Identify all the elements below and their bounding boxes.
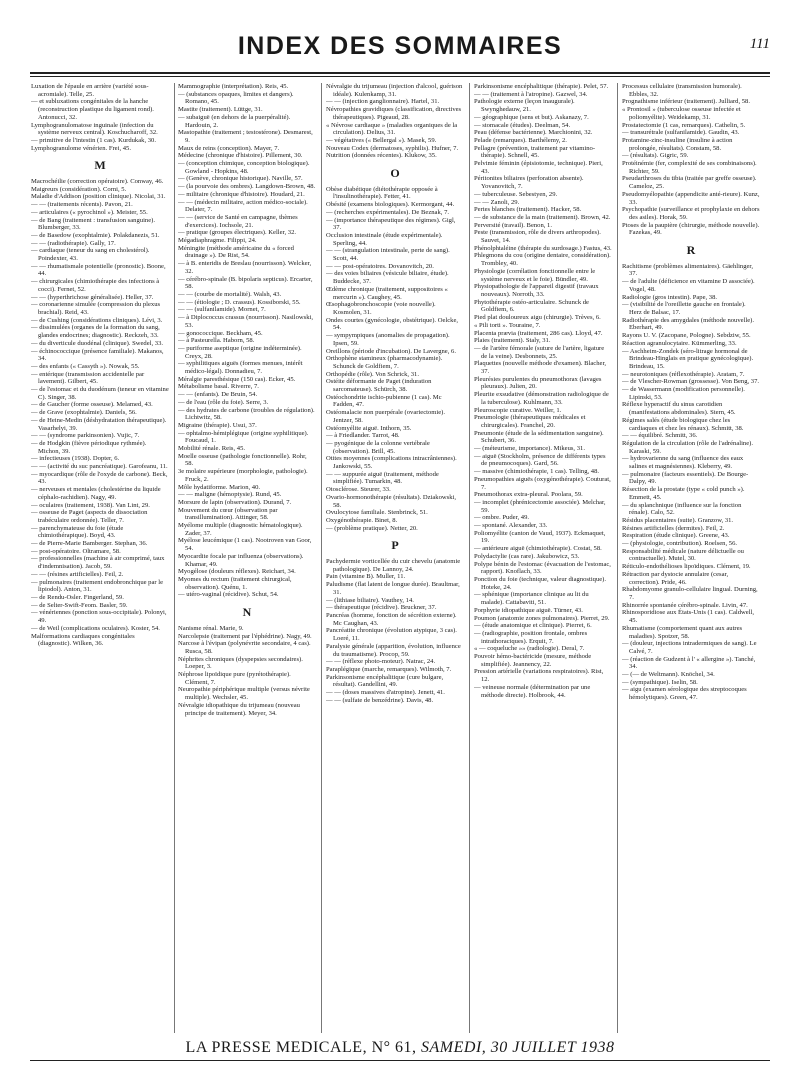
index-entry: — (conception chimique, conception biologique). Gowland - Hopkins, 48. (178, 160, 310, 175)
index-entry: — (résultats). Gigric, 59. (622, 152, 689, 160)
index-entry: Neuropathie périphérique multiple (versus névrite multiple). Wechsler, 45. (178, 686, 310, 702)
index-entry: — dissimulées (organes de la formation du sang, glandes endocrines; diagnostic). Reckzeh, 33. (31, 324, 160, 340)
index-entry: — massive (chimiothérapie, 1 cas). Telling, 48. (474, 468, 600, 476)
index-entry: Paludisme (flat latent de longue durée). Braultmar, 31. (326, 581, 460, 596)
index-entry: Pneumonie (étude de la sédimentation sanguine). Schubert, 36. (474, 429, 604, 445)
index-entry: Phytothérapie ostéo-articulaire. Schunck de Goldfiem, 6. (474, 298, 589, 314)
index-entry: — (sympathique). Iselin, 58. (622, 678, 698, 686)
index-entry: Méningite (méthode américaine du « forced drainage »). De Rist, 54. (178, 244, 294, 260)
index-entry: Pertes blanches (traitement). Hacker, 58. (474, 206, 582, 214)
index-entry: Résection de la prostate (type « cold punch »). Emmett, 45. (622, 486, 745, 501)
index-entry: — professionnelles (machine à air comprimé, taux d'indemnisation). Jacob, 59. (31, 555, 165, 571)
index-entry: Narcose à l'évipan (polynévrite secondaire, 4 cas). Rusca, 58. (178, 640, 311, 655)
index-entry: — et subluxations congénitales de la hanche (reconstruction plastique du ligament rond). Antonucci, 32. (31, 98, 154, 121)
index-entry: Oreillons (période d'incubation). De Lavergne, 6. (326, 347, 456, 355)
index-entry: Pied plat douloureux aigu (chirurgie). Trèves, 6. (474, 314, 601, 322)
index-entry: — (— de Weltmann). Knöchel, 34. (622, 671, 715, 679)
index-entry: Morsure de lapin (observation). Durand, 7. (178, 498, 292, 506)
index-entry: Rhinorrée spontanée cérébro-spinale. Livin, 47. (622, 601, 748, 609)
index-entry: Physiologie (corrélation fonctionnelle entre le système nerveux et le foie). Bündler, 49. (474, 267, 596, 283)
index-entry: « — coqueluche »» (radiologie). Deral, 7. (474, 645, 585, 653)
index-entry: — pulmonaire (facteurs essentiels). De Bourge-Dalpy, 49. (622, 470, 749, 486)
index-entry: — cérébro-spinale (B. bipolaris septicus). Ercarter, 58. (178, 275, 313, 291)
column-divider (617, 83, 618, 1033)
index-entry: — coronarienne simulée (compression du plexus brachial). Reid, 43. (31, 301, 161, 316)
index-entry: — oculaires (traitement, 1938). Van Lint, 29. (31, 501, 150, 509)
index-entry: Lymphogranulomatose inguinale (infection du système nerveux central). Koschucharoff, 32. (31, 121, 158, 137)
index-entry: Migraine (thérapie). Usui, 37. (178, 421, 257, 429)
index-entry: Pneumothorax extra-pleural. Poolara, 59. (474, 491, 583, 499)
index-entry: Péritonites biliaires (perforation absente). Yovanovitch, 7. (474, 175, 584, 191)
index-entry: — (visibilité de l'oreillette gauche en frontale). Herz de Balsac, 17. (622, 301, 746, 316)
index-entry: — du diverticule duodénal (clinique). Swedel, 33. (31, 339, 164, 347)
column-divider (321, 83, 322, 1033)
column-divider (469, 83, 470, 1033)
index-entry: — de Bang (traitement : transfusion sanguine). Blumberger, 33. (31, 216, 155, 232)
index-entry: Orthopédie (rôle). Von Schrick, 31. (326, 370, 419, 378)
index-entry: Réaction agranulocytaire. Kümmerling, 33. (622, 339, 737, 347)
index-entry: — spontané. Alexander, 33. (474, 522, 548, 530)
index-entry: — — maligne (hémoptysie). Rund, 45. (178, 491, 282, 499)
index-entry: Maigreurs (considération). Corni, 5. (31, 185, 127, 193)
index-entry: — — (traitements récents). Pavon, 21. (31, 201, 133, 209)
index-entry: Processus cellulaire (transmission humorale). Ebbles, 32. (622, 83, 742, 98)
index-entry: — (substances opaques, limites et dangers). Romano, 45. (178, 90, 294, 106)
index-entry: Maladie d'Addison (position clinique). Nicolai, 31. (31, 193, 166, 201)
index-entry: Pathologie externe (leçon inaugurale). Swynghedauw, 21. (474, 98, 575, 114)
index-entry: — chirurgicales (chimiothérapie des infections à cocci). Fernet, 52. (31, 278, 160, 293)
index-entry: — de Cushing (considérations cliniques). Lévi, 3. (31, 316, 163, 324)
index-entry: — vénériennes (ponction sous-occipitale). Polonyi, 49. (31, 609, 167, 625)
index-entry: — (recherches expérimentales). De Beznak, 7. (326, 208, 450, 216)
section-letter-heading: P (391, 538, 399, 553)
index-entry: — nerveuses et mentales (cholestérine du liquide céphalo-rachidien). Nagy, 49. (31, 486, 161, 501)
index-entry: Ovulocytose familiale. Stenbrinck, 51. (326, 509, 428, 517)
index-entry: — — post-opératoires. Dovanovitch, 20. (326, 262, 434, 270)
index-entry: — de Vlescher-Rowman (grossesse). Von Beng, 37. (622, 378, 760, 386)
index-entry: Pleurésies purulentes du pneumothorax (lavages pleuraux). Julien, 20. (474, 375, 602, 391)
index-entry: — végétatives (« Bellergal »). Masek, 59. (326, 136, 437, 144)
index-entry: Ptoses de la paupière (chirurgie, méthode nouvelle). Fazekas, 49. (622, 221, 760, 237)
index-entry: Rétraction par dystocie annulaire (cesar, correction). Pride, 46. (622, 570, 729, 586)
index-entry: — veineuse normale (détermination par une méthode directe). Holbrook, 44. (474, 683, 591, 699)
index-entry: Myogélose (douleurs réflexes). Reichart, 34. (178, 568, 296, 576)
index-entry: Pancréas (homme, fonction de sécrétion externe). Mc Caughan, 43. (326, 612, 457, 627)
index-entry: Rhabdomyome granulo-cellulaire lingual. Durning, 7. (622, 586, 758, 601)
index-entry: — subaiguë (en dehors de la puerpéralité). Hardouin, 2. (178, 113, 291, 129)
section-letter-heading: N (242, 605, 252, 620)
index-entry: — — (étiologie ; D. crassus). Kossiborski, 55. (178, 298, 301, 306)
index-entry: Névralgie du trijumeau (injection d'alcool, guérison idéale). Kulenkamp, 31. (326, 83, 463, 98)
index-entry: Plaquettes (nouvelle méthode d'examen). Blacher, 37. (474, 360, 607, 376)
index-entry: — infectieuses (1938). Dopter, 6. (31, 455, 120, 463)
index-entry: — sympympiques (anomalies de propagation). Ipsen, 59. (326, 332, 450, 347)
index-column-1 (31, 83, 169, 1035)
index-entry: Pseudomyélopathie (appendicite anté-rieure). Kunz, 33. (622, 190, 760, 206)
index-entry: Macrochéilie (correction opératoire). Conway, 46. (31, 178, 164, 186)
index-entry: Métabolisme basal. Riverre, 7. (178, 383, 259, 391)
index-entry: 3e molaire supérieure (morphologie, pathologie). Fruck, 2. (178, 468, 308, 483)
index-entry: — — suppurée aiguë (traitement, méthode simplifiée). Tumarkin, 48. (326, 470, 439, 486)
index-entry: Radiologie (gros intestin). Pape, 38. (622, 293, 718, 301)
index-entry: — — rhumatismale potentielle (pronostic). Boone, 44. (31, 262, 166, 278)
index-entry: — (physiologie, contribution). Roelsen, 56. (622, 540, 738, 548)
index-entry: Mouvement du cœur (observation par transillumination). Attinger, 58. (178, 506, 278, 522)
index-entry: — antérieure aiguë (chimiothérapie). Costat, 58. (474, 545, 602, 553)
index-entry: Ondes courtes (gynécologie, obstétrique). Oelcke, 54. (326, 316, 459, 332)
section-letter-heading: M (94, 158, 106, 173)
index-entry: — (lithiase biliaire). Vauthey, 14. (326, 596, 414, 604)
index-entry: Rhinosporidiose aux États-Unis (1 cas). Caldwell, 45. (622, 609, 755, 625)
index-entry: — — (enfants). De Bruin, 54. (178, 391, 258, 399)
index-entry: Pseudarthroses du tibia (traitée par greffe osseuse). Cameloz, 25. (622, 175, 757, 191)
index-entry: — échinococcique (présence familiale). Makanos, 34. (31, 347, 164, 363)
index-entry: — (douleur, injections intradermiques de sang). Le Calvé, 7. (622, 640, 757, 655)
index-entry: — des hydrates de carbone (troubles de régulation). Lichtwitz, 58. (178, 406, 315, 422)
page-footer (30, 1039, 770, 1057)
index-entry: — entérique (transmission accidentelle par lavement). Gilbert, 45. (31, 370, 145, 386)
index-entry: Pneumologie (thérapeutiques médicales et chirurgicales). Franchel, 20. (474, 414, 586, 429)
index-entry: — (la pourvoie des ombres). Langdown-Brown, 48. (178, 183, 316, 191)
index-entry: Pelvimie féminin (épisiotomie, technique). Pieri, 43. (474, 160, 603, 175)
index-entry: Pain (vitamine B). Muller, 11. (326, 573, 406, 581)
index-entry: — (radiographie, position frontale, ombres intrathoraciques). Erquit, 7. (474, 629, 588, 645)
index-entry: — à B. enteridis de Breslau (nourrisson). Welcker, 32. (178, 260, 312, 275)
index-entry: Moelle osseuse (pathologie fonctionnelle). Rohr, 58. (178, 452, 307, 468)
index-entry: Parkinsonisme encéphalitique (cure bulgare, résultat). Gandellini, 49. (326, 673, 444, 689)
index-entry: Réflexe hyperactif du sinus carotidien (manifestations abdominales). Stern, 45. (622, 401, 736, 417)
index-entry: — tuberculeuse. Sebestyen, 29. (474, 190, 558, 198)
index-entry: Physiopathologie de l'appareil digestif (travaux nouveaux). Norroth, 33. (474, 283, 599, 298)
index-entry: Orthophène stamineux (pharmacodynamie). Schunck de Goldfiem, 7. (326, 355, 443, 370)
index-entry: — myocardique (rôle de l'oxyde de carbone). Beck, 43. (31, 470, 168, 486)
header-rule (30, 72, 770, 74)
index-entry: Néphrites chroniques (dyspepsies secondaires). Loeper, 3. (178, 655, 303, 671)
index-entry: Névralgie idiopathique du trijumeau (nouveau principe de traitement). Meyer, 34. (178, 701, 300, 717)
index-entry: — pyogénique de la colonne vertébrale (observation). Brill, 45. (326, 439, 430, 455)
index-entry: — de l'eau (rôle du foie). Serre, 3. (178, 398, 269, 406)
index-entry: — syphilitiques aiguës (formes menues, intérêt médico-légal). Donnadieu, 7. (178, 360, 303, 376)
index-entry: — post-opératoire. Oltramare, 58. (31, 547, 121, 555)
index-entry: — à Diplococcus crassus (nourrisson). Nasilowski, 53. (178, 314, 313, 329)
index-entry: — ombre. Puder, 49. (474, 514, 530, 522)
index-entry: — de l'estomac et du duodénum (teneur en vitamine C). Singer, 38. (31, 386, 169, 401)
index-entry: — (réaction de Gudzent à l' « allergine »). Tanché, 34. (622, 655, 756, 671)
index-entry: Polydactylie (cas rare). Jakubowicz, 53. (474, 552, 580, 560)
index-entry: Régimes salés (étude biologique chez les cardiaques et chez les rénaux). Schmitt, 38. (622, 416, 744, 432)
index-entry: — de Basedow (exophtalmie). Polakdanezis, 51. (31, 231, 160, 239)
index-entry: — de Wassermann (modification personnelle). Lipinski, 53. (622, 386, 745, 401)
index-entry: Rachitisme (problèmes alimentaires). Gäehlinger, 37. (622, 262, 754, 278)
index-entry: Responsabilité médicale (nature délictuelle ou contractuelle). Mutel, 30. (622, 547, 744, 563)
index-column-3 (326, 83, 464, 1035)
index-entry: Lymphogranulome vénérien. Frei, 45. (31, 144, 131, 152)
index-entry: Ostéochondrite ischio-pubienne (1 cas). Mc Fadden, 47. (326, 393, 442, 409)
index-entry: — à Pasteurella. Haborn, 58. (178, 337, 255, 345)
index-entry: — — (sulfate de benzédrine). Davis, 48. (326, 696, 434, 704)
index-entry: Porphyrie idiopathique aiguë. Türner, 43. (474, 606, 583, 614)
index-entry: — — (médecin militaire, action médico-sociale). Delater, 7. (178, 198, 308, 214)
index-entry: Pneumopathies aiguës (oxygénothérapie). Couturat, 7. (474, 475, 611, 491)
index-entry: Pleurite exsudative (démonstration radiologique de la tuberculose). Kuhlmann, 33. (474, 391, 609, 406)
index-entry: Poliomyélite (canton de Vaud, 1937). Eckmaquet, 19. (474, 529, 606, 545)
index-entry: Oxygénothérapie. Binet, 8. (326, 516, 398, 524)
index-entry: Prostatectomie (1 cas, remarques). Cathelin, 5. (622, 121, 746, 129)
index-entry: Pelade (remarques). Barthélemy, 2. (474, 136, 567, 144)
index-entry: — ophtalmo-hémiplégique (origine syphilitique). Foucaud, 1. (178, 429, 309, 445)
index-entry: — utéro-vaginal (récidive). Schut, 54. (178, 591, 279, 599)
index-entry: — incomplet (phrénicectomie associée). Melchar, 59. (474, 498, 606, 514)
page-header (30, 30, 770, 70)
index-entry: — cardiaque (teneur du sang en cholestérol). Poindexter, 43. (31, 247, 150, 263)
index-entry: — — (activité du suc pancréatique). Garofeanu, 11. (31, 463, 168, 471)
index-entry: — — (service de Santé en campagne, thèmes d'exercices). Iochsole, 21. (178, 213, 298, 229)
index-entry: — gonococcique. Beckham, 45. (178, 329, 263, 337)
index-entry: — Aschheim-Zondek (séro-litrage hormonal de Brindeau-Hinglais en pratique gynécologique). Brindeau, 15. (622, 347, 754, 370)
index-entry: — de Selter-Swift-Feom. Basler, 59. (31, 601, 128, 609)
index-entry: Phlegmons du cou (origine dentaire, considération). Trombley, 40. (474, 252, 611, 268)
index-entry: — — (syndrome parkinsonien). Vujic, 7. (31, 432, 140, 440)
index-entry: Protamine-zinc-insuline (insuline à action prolongée, résultats). Constam, 58. (622, 136, 733, 152)
index-entry: Névropathies gravidiques (classification, directives thérapeutiques). Pigeaud, 28. (326, 106, 462, 121)
index-column-5 (622, 83, 760, 1035)
index-entry: Mégadiaphragme. Filippi, 24. (178, 237, 257, 245)
index-entry: Réticulo-endothélioses lipoïdiques. Clément, 19. (622, 563, 751, 571)
index-entry: Pancréatite chronique (évolution atypique, 3 cas). Loeré, 11. (326, 627, 457, 643)
index-entry: — aiguë (Stockholm, présence de différents types de pneumocoques). Gard, 56. (474, 452, 606, 468)
index-column-2 (178, 83, 316, 1035)
index-entry: Pleuroscopie curative. Weiller, 1. (474, 406, 562, 414)
index-entry: Narcolepsie (traitement par l'éphédrine). Nagy, 49. (178, 632, 312, 640)
index-entry: Phénolphtaléine (thérapie du surdosage.) Fastus, 43. (474, 244, 612, 252)
index-entry: — de Hodgkin (fièvre périodique rythmée). Michon, 39. (31, 439, 147, 455)
index-entry: Paralysie générale (apparition, évolution, influence du traumatisme). Procop, 59. (326, 642, 461, 658)
index-entry: Malformations cardiaques congénitales (diagnostic). Wilken, 36. (31, 632, 135, 648)
index-column-4 (474, 83, 612, 1035)
index-entry: — géographique (sens et but). Askanazy, 7. (474, 113, 589, 121)
index-entry: — osseuse de Paget (aspects de dissociation trabéculaire ordonnée). Teller, 7. (31, 509, 148, 524)
index-entry: — — équilibré. Schmitt, 36. (622, 432, 698, 440)
index-entry: Obèse diabétique (diétothérapie opposée à l'insulinothérapie). Fetter, 41. (326, 185, 438, 201)
index-entry: — parenchymateuse du foie (étude chimiothérapique). Boyd, 43. (31, 524, 124, 540)
index-entry: — (Genève, chronique historique). Naville, 57. (178, 175, 303, 183)
index-entry: — sphénique (importance clinique au lit du malade). Cattabaviti, 51. (474, 591, 589, 607)
index-entry: Môle hydatiforme. Marion, 40. (178, 483, 261, 491)
index-entry: Ponction du foie (technique, valeur diagnostique). Hoteke, 24. (474, 576, 607, 591)
page-title: INDEX DES SOMMAIRES (237, 32, 563, 60)
index-entry: — pratique (groupes électriques). Keller, 32. (178, 229, 297, 237)
index-entry: Poumon (anatomie zones pulmonaires). Pierret, 29. (474, 614, 610, 622)
index-entry: Nutrition (données récentes). Klukow, 35. (326, 152, 437, 160)
footer-rule (30, 1060, 770, 1061)
index-entry: — primitive de l'intestin (1 cas). Kurdukak, 30. (31, 136, 156, 144)
index-entry: — — (résines artificielles). Feil, 2. (31, 570, 124, 578)
index-entry: — de Rendu-Osler. Fingerland, 59. (31, 594, 124, 601)
index-entry: Placenta prævia (traitement, 286 cas). Lloyd, 47. (474, 329, 603, 337)
index-entry: — — (réflexe photo-moteur). Natrac, 24. (326, 658, 436, 666)
index-entry: « Prontosil » (tuberculose osseuse infectée et poliomyélite). Weidekamp, 31. (622, 106, 741, 121)
index-entry: Mammographie (interprétation). Reis, 45. (178, 83, 289, 90)
index-entry: Otites moyennes (complications intracrâniennes). Jankowski, 55. (326, 455, 457, 471)
index-entry: Polype bénin de l'estomac (évacuation de l'estomac, rapport). Knoflach, 33. (474, 560, 611, 576)
index-entry: — — (courbe de mortalité). Walsh, 43. (178, 290, 282, 298)
index-entry: — de Heine-Medin (déshydratation thérapeutique). Vasarhelyi, 39. (31, 416, 167, 432)
page-number: 111 (749, 36, 770, 52)
index-entry: Occlusion intestinale (étude expérimentale). Sperling, 44. (326, 231, 443, 247)
index-entry: — militaire (chronique d'histoire). Houdard, 21. (178, 190, 305, 198)
index-entry: — pulmonaires (traitement endobronchique par le lipiodol). Anton, 31. (31, 578, 164, 594)
index-entry: Myocardite focale par influenza (observations). Khamar, 49. (178, 552, 304, 568)
index-entry: — articulaires (« pyrochinol »). Meister, 55. (31, 208, 148, 216)
index-entry: Mobilité rénale. Reis, 45. (178, 445, 246, 453)
index-entry: Néphrose lipoïdique pure (pyrétothérapie). Clément, 7. (178, 671, 291, 686)
index-entry: Mastite (traitement). Lüttge, 31. (178, 106, 263, 114)
index-entry: — (méteurisme, importance). Mikeus, 31. (474, 445, 585, 453)
index-entry: Psychopathie (surveillance et prophylaxie en dehors des asiles). Horak, 59. (622, 206, 760, 221)
index-entry: — — (radiothérapie). Gally, 17. (31, 239, 116, 247)
index-entry: Rhumatisme (comportement quant aux autres maladies). Spotzer, 58. (622, 624, 743, 640)
index-entry: — de substance de la main (traitement). Brown, 42. (474, 213, 611, 221)
index-entry: — de Grave (exophtalmie). Daniels, 56. (31, 409, 137, 417)
index-entry: — aigu (examen sérologique des streptocoques hémolytiques). Green, 47. (622, 686, 747, 702)
index-entry: Plaies (traitement). Staly, 31. (474, 337, 551, 345)
index-entry: Œdème chronique (traitement, suppositoires « mercurin »). Caughey, 45. (326, 285, 448, 301)
index-entry: — — (sulfanilamide). Mornet, 7. (178, 306, 266, 314)
index-entry: Médecine (chronique d'histoire). Pillement, 30. (178, 152, 303, 160)
index-entry: Ovario-hormonothérapie (résultats). Dziakowski, 58. (326, 493, 457, 509)
index-entry: Résines artificielles (dermites). Feil, 2. (622, 524, 725, 532)
index-entry: — des voies biliaires (vésicule biliaire, étude). Buddecke, 37. (326, 270, 449, 286)
index-entry: Luxation de l'épaule en arrière (variété sous-acromiale). Telle, 25. (31, 83, 149, 98)
footer-journal: LA PRESSE MEDICALE, N° 61, (185, 1039, 417, 1056)
index-entry: — hydrovarienne du sang (influence des eaux salines et magnésiennes). Kleberry, 49. (622, 455, 744, 471)
index-entry: — — Zanoli, 29. (474, 198, 520, 206)
index-entry: — du splanchnique (influence sur la fonction rénale). Calo, 52. (622, 501, 742, 517)
index-entry: — de l'artère fémorale (suture de l'artère, ligature de la veine). Desbonnets, 25. (474, 344, 605, 360)
index-entry: — à Friedlander. Tarrot, 48. (326, 432, 400, 440)
index-entry: Myélome multiple (diagnostic hématologique). Zader, 37. (178, 522, 303, 537)
index-entry: Perversité (travail). Benon, 1. (474, 221, 553, 229)
index-entry: — de Weil (complications oculaires). Koster, 54. (31, 624, 160, 632)
index-entry: Peau (défense bactérienne). Marchionini, 32. (474, 129, 593, 137)
index-entry: — transurétrale (sulfanilamide). Gaudin, 43. (622, 129, 740, 137)
index-entry: Myélose leucémique (1 cas). Nootroven van Goor, 54. (178, 537, 312, 553)
index-entry: — (problème pratique). Netter, 20. (326, 524, 418, 532)
index-entry: Résidus placentaires (suite). Granzow, 31. (622, 516, 734, 524)
index-entry: — puriforme aseptique (origine indéterminée). Creyx, 28. (178, 344, 302, 360)
index-entry: — — (traitement à l'atropine). Gazwel, 34. (474, 90, 588, 98)
index-entry: Myomes du rectum (traitement chirurgical, observation). Quénu, 1. (178, 576, 292, 591)
index-entry: « Pili torti ». Touraine, 7. (474, 321, 541, 329)
index-entry: — — (hyperthrichose généralisée). Heller, 37. (31, 293, 154, 301)
header-rule-thin (30, 76, 770, 77)
index-entry: — de Pierre-Marie Bamberger. Stephan, 36. (31, 540, 148, 548)
index-entry: — stomacale (études). Deelman, 54. (474, 121, 571, 129)
index-entry: — des enfants (« Cassyth »). Nowak, 55. (31, 362, 140, 370)
index-entry: Mastopathie (traitement ; testostérone). Desmarest, 9. (178, 129, 313, 144)
index-entry: Obésité (examens biologiques). Kermorgant, 44. (326, 201, 455, 209)
index-entry: — neurotoniques (réflexothérapie). Aratam, 7. (622, 370, 745, 378)
index-entry: — — (strangulation intestinale, perte de sang). Scott, 44. (326, 247, 450, 263)
index-entry: — (importance thérapeutique des régimes). Gigl, 37. (326, 216, 456, 232)
footer-date: SAMEDI, 30 JUILLET 1938 (421, 1039, 615, 1056)
index-entry: Ostéite déformante de Paget (induration sarcomateuse). Schürch, 38. (326, 378, 432, 394)
index-entry: — — (injection ganglionnaire). Hartel, 31. (326, 98, 440, 106)
index-entry: Régulation de la circulation (rôle de l'adrénaline). Karaski, 59. (622, 439, 753, 455)
index-entry: Protéinémie (fer, complexité de ses combinaisons). Richter, 59. (622, 160, 757, 175)
index-entry: Prognathisme inférieur (traitement). Julliard, 58. (622, 98, 750, 106)
index-entry: Parkinsonisme encéphalitique (thérapie). Pelet, 57. (474, 83, 609, 90)
index-entry: — — (doses massives d'atropine). Jenett, 41. (326, 689, 445, 697)
column-divider (174, 83, 175, 1033)
index-entry: — de Gaucher (forme osseuse). Melamed, 43. (31, 401, 153, 409)
index-entry: Peste (transmission, rôle de divers arthropodes). Sauvet, 14. (474, 229, 601, 245)
index-entry: Pression artérielle (variations respiratoires). Rist, 12. (474, 668, 604, 684)
index-entry: — (étude anatomique et clinique). Pierret, 6. (474, 622, 592, 630)
index-entry: Œsophagobronchoscopie (voie nouvelle). Kosmolen, 31. (326, 301, 436, 316)
index-entry: Ostéomalacie non puerpérale (ovariectomie). Jentzer, 58. (326, 409, 445, 424)
index-entry: Maux de reins (conception). Mayer, 7. (178, 144, 280, 152)
index-entry: — de l'adulte (déficience en vitamine D associée). Vogel, 48. (622, 278, 755, 293)
index-entry: Méralgie paresthésique (150 cas). Ecker, 45. (178, 375, 296, 383)
index-entry: Pouvoir hémo-bactéricide (mesure, méthode simplifiée). Jeannency, 22. (474, 653, 592, 668)
index-entry: Ostéomyélite aiguë. Inthorn, 35. (326, 424, 412, 432)
section-letter-heading: O (390, 166, 400, 181)
index-entry: Radiothérapie des amygdales (méthode nouvelle). Eberhart, 49. (622, 316, 755, 332)
index-entry: Nanisme rénal. Marie, 9. (178, 624, 244, 632)
index-entry: Paraplégique (marche, remarques). Wilmoth, 7. (326, 665, 452, 673)
index-entry: Otosclérose. Steurer, 33. (326, 486, 391, 494)
index-entry: Nouveau Codex (dermatoses, syphilis). Hufner, 7. (326, 144, 459, 152)
index-entry: Pachydermie vorticellée du cuir chevelu (anatomie pathologique). De Lannoy, 24. (326, 558, 461, 573)
section-letter-heading: R (686, 243, 696, 258)
index-entry: « Névrose cardiaque » (maladies organiques de la circulation). Delius, 31. (326, 121, 458, 137)
index-entry: Pellagre (prévention, traitement par vitamino-thérapie). Schnell, 45. (474, 144, 596, 160)
index-entry: — thérapeutique (récidive). Bruckner, 37. (326, 604, 437, 612)
index-entry: Rayons U. V. (Zacopane, Pologne). Sebdziw, 55. (622, 332, 751, 340)
index-entry: Respiration (étude clinique). Greene, 43. (622, 532, 730, 540)
